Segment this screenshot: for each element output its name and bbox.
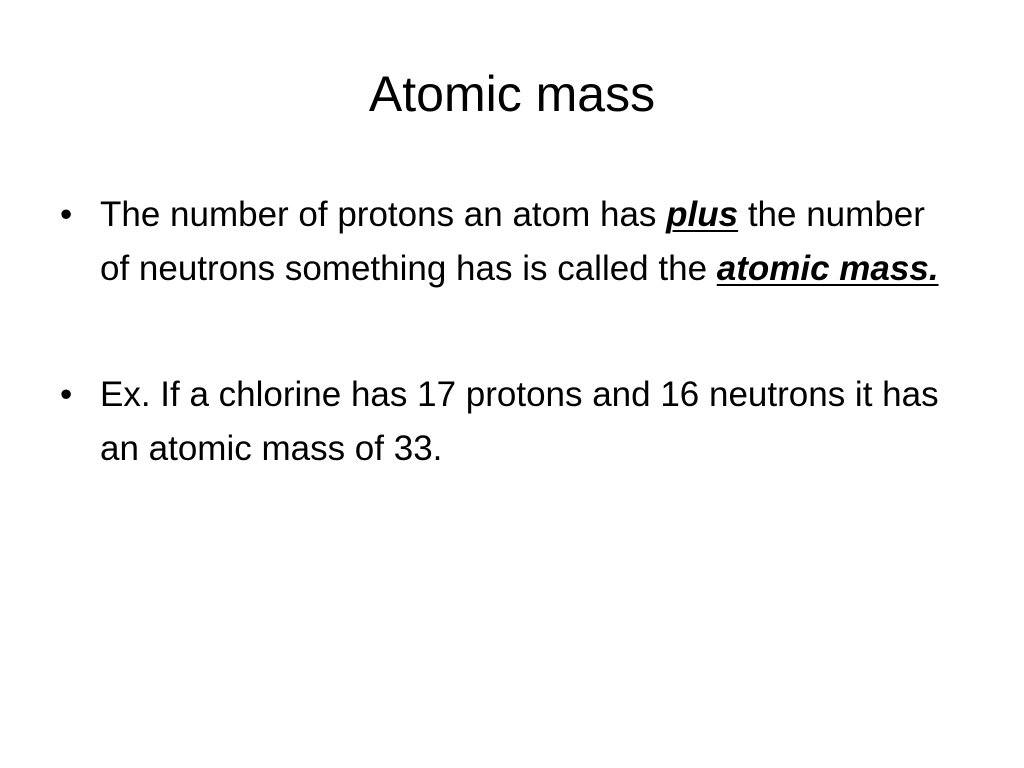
bullet-text-part: The number of protons an atom has <box>100 195 667 234</box>
bullet-example <box>60 368 960 476</box>
bullet-marker: • <box>60 375 73 414</box>
bullet-text-part: the number of neutrons something has is called the <box>100 195 925 288</box>
emphasis-plus: plus <box>666 195 739 234</box>
emphasis-atomic-mass: atomic mass. <box>716 249 939 288</box>
bullet-text: Ex. If a chlorine has 17 protons and 16 neutrons it has an atomic mass of 33. <box>100 375 939 468</box>
bullet-definition <box>60 188 960 296</box>
bullet-list <box>60 188 960 476</box>
slide-title: Atomic mass <box>368 66 656 122</box>
bullet-marker: • <box>60 195 73 234</box>
